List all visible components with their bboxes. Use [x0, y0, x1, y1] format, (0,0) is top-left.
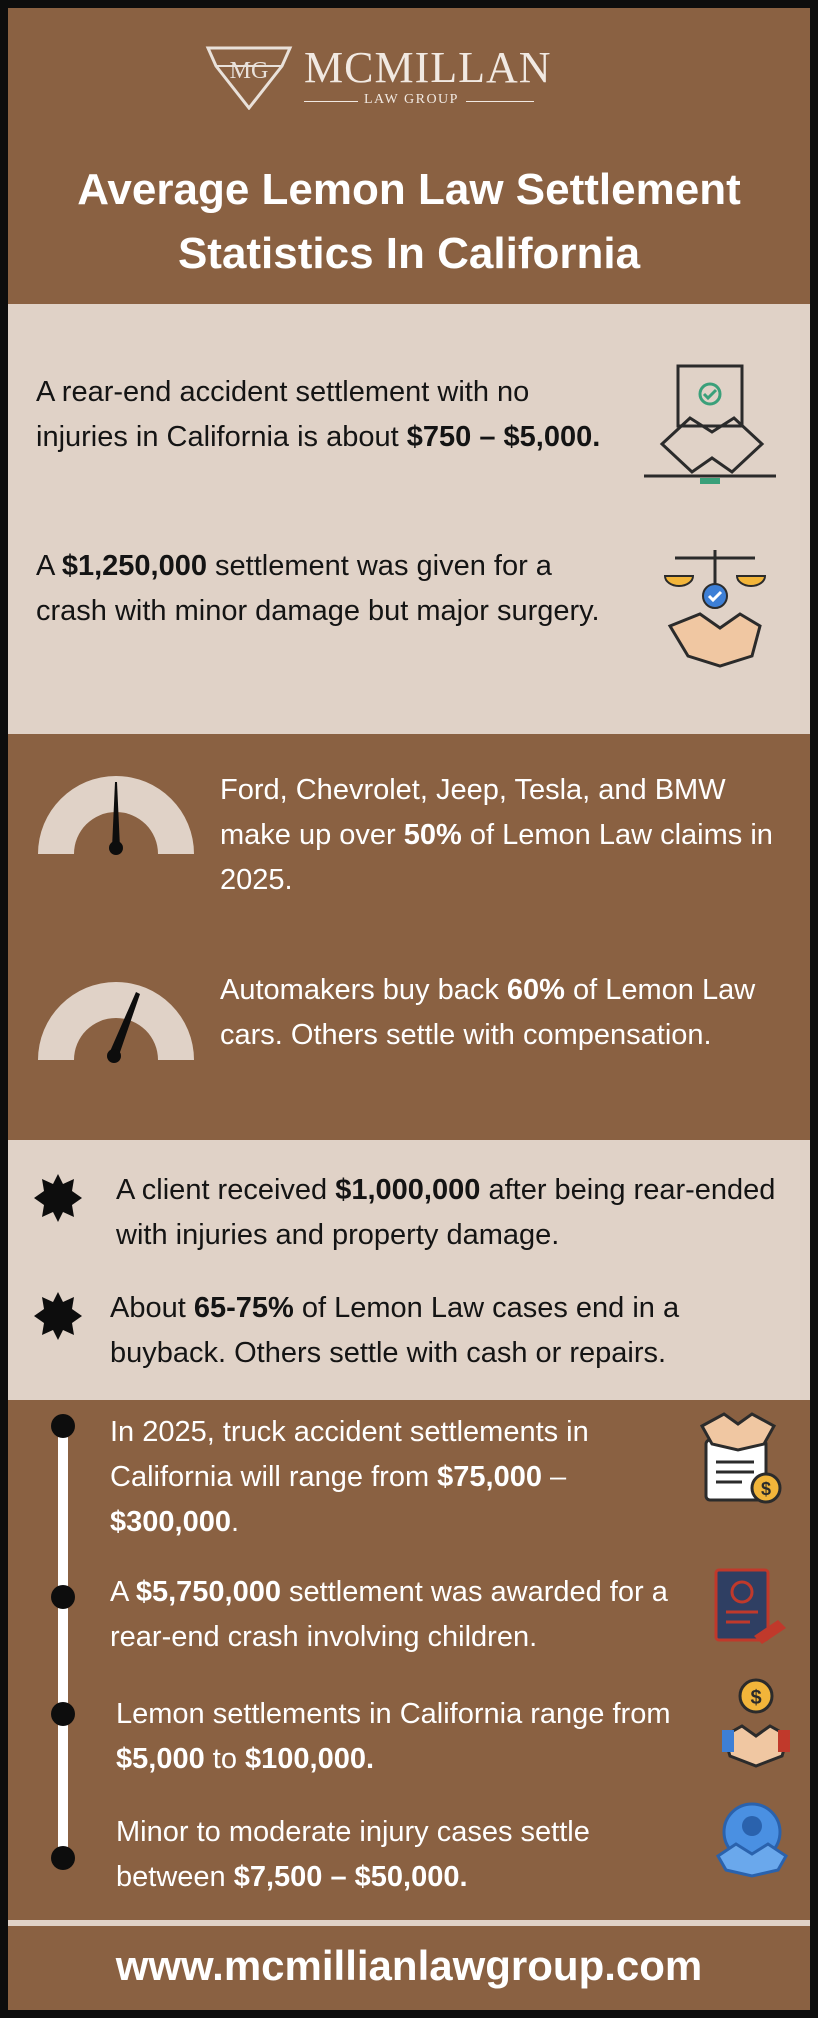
- brand-subtitle: LAW GROUP: [364, 92, 459, 107]
- website-link[interactable]: www.mcmillianlawgroup.com: [115, 1942, 703, 1989]
- timeline-dot: [51, 1585, 75, 1609]
- section-2: [8, 734, 810, 1140]
- brand-divider-right: [466, 101, 534, 102]
- stat-item: Automakers buy back 60% of Lemon Law cars. Others settle with compensation.: [220, 974, 756, 1051]
- gauge-50-icon: [34, 768, 198, 858]
- contract-dollar-icon: [696, 1410, 784, 1506]
- infographic: [8, 8, 810, 2010]
- svg-text:$: $: [760, 1479, 772, 1499]
- header-section: [8, 8, 810, 304]
- scales-handshake-icon: [660, 546, 770, 670]
- dollar-handshake-icon: [720, 1676, 792, 1772]
- badge-handshake-icon: [712, 1800, 792, 1878]
- stat-item: A $1,250,000 settlement was given for a crash with minor damage but major surgery.: [36, 550, 600, 627]
- handshake-agreement-icon: [640, 356, 780, 488]
- timeline-rail: [58, 1421, 68, 1861]
- page-title: [8, 158, 810, 286]
- gauge-60-icon: [34, 974, 198, 1064]
- logo: [204, 38, 604, 110]
- starburst-bullet-icon: [34, 1292, 82, 1340]
- diamond-logo-icon: [204, 38, 294, 110]
- stat-item: Minor to moderate injury cases settle between $7,500 – $50,000.: [116, 1816, 590, 1893]
- brand-name: MCMILLAN: [304, 43, 552, 92]
- stat-item: A rear-end accident settlement with no injuries in California is about $750 – $5,000.: [36, 376, 601, 453]
- brand-divider-left: [304, 101, 358, 102]
- timeline-dot: [51, 1846, 75, 1870]
- title-line-1: Average Lemon Law Settlement: [77, 165, 741, 214]
- svg-text:$: $: [750, 1687, 762, 1709]
- stat-item: Lemon settlements in California range from $5,000 to $100,000.: [116, 1698, 671, 1775]
- timeline-dot: [51, 1414, 75, 1438]
- signed-document-icon: [710, 1566, 790, 1648]
- starburst-bullet-icon: [34, 1174, 82, 1222]
- title-line-2: Statistics In California: [177, 229, 641, 278]
- section-3: [8, 1140, 810, 1400]
- stat-item: In 2025, truck accident settlements in California will range from $75,000 – $300,000.: [110, 1416, 589, 1538]
- section-1: [8, 304, 810, 734]
- timeline-dot: [51, 1702, 75, 1726]
- stat-item: A client received $1,000,000 after being rear-ended with injuries and property damage.: [116, 1174, 776, 1251]
- stat-item: Ford, Chevrolet, Jeep, Tesla, and BMW make up over 50% of Lemon Law claims in 2025.: [220, 774, 773, 896]
- logo-monogram: MG: [229, 58, 269, 84]
- stat-item: About 65-75% of Lemon Law cases end in a buyback. Others settle with cash or repairs.: [110, 1292, 680, 1369]
- stat-item: A $5,750,000 settlement was awarded for a rear-end crash involving children.: [110, 1576, 668, 1653]
